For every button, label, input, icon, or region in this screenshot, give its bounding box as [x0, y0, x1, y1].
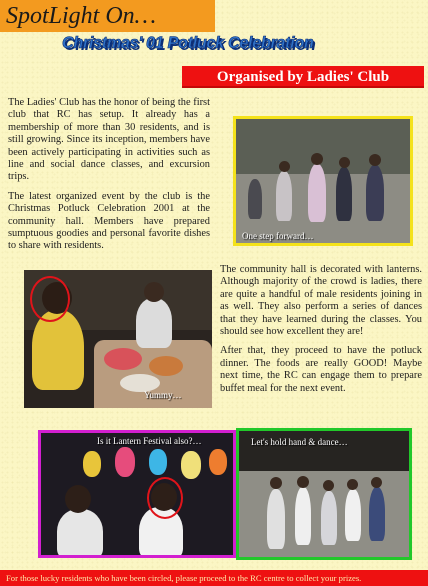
lantern-photo — [38, 430, 236, 558]
dancer-head — [323, 480, 334, 491]
dancer-figure — [295, 487, 311, 545]
dancer-head — [279, 161, 290, 172]
paragraph-event: The latest organized event by the club is the Christmas Potluck Celebration 2001 at the community hall. Members have prepared sumptuous goodies and personal favorite dishes to share with residents. — [8, 190, 210, 252]
event-title: Christmas' 01 Potluck Celebration — [62, 33, 314, 52]
intro-column — [8, 97, 210, 253]
hands-photo — [236, 428, 412, 560]
lantern-shape — [83, 451, 101, 477]
dance-photo — [233, 116, 413, 246]
dancer-head — [369, 154, 381, 166]
dancer-head — [270, 477, 282, 489]
dancer-figure — [276, 171, 292, 221]
dancer-figure — [267, 489, 285, 549]
lantern-shape — [149, 449, 167, 475]
dancer-figure — [336, 167, 352, 221]
guest-head — [144, 282, 164, 302]
dancer-figure — [248, 179, 262, 219]
guest-figure — [136, 298, 172, 348]
dancer-figure — [321, 491, 337, 545]
dancer-head — [311, 153, 323, 165]
food-caption: Yummy… — [144, 390, 182, 400]
prize-notice: For those lucky residents who have been circled, please proceed to the RC centre to collect your prizes. — [0, 570, 428, 586]
paragraph-hall: The community hall is decorated with lanterns. Although majority of the crowd is ladies, there are quite a handful of male residents joining in as well. They also perform a series of dances that they have learned during the classes. You should see how excellent they are! — [220, 264, 422, 338]
guest-head — [65, 485, 91, 513]
dancer-figure — [308, 164, 326, 222]
prize-circle — [30, 276, 70, 322]
lady-figure — [32, 310, 84, 390]
hall-column — [220, 264, 422, 395]
dancer-figure — [345, 489, 361, 541]
dancer-figure — [366, 165, 384, 221]
spotlight-header: SpotLight On… — [0, 0, 215, 32]
lantern-shape — [209, 449, 227, 475]
dancer-head — [371, 477, 382, 488]
guest-figure — [57, 509, 103, 558]
lantern-shape — [115, 447, 135, 477]
photo-wall — [236, 119, 410, 174]
dancer-head — [347, 479, 358, 490]
dance-caption: One step forward… — [242, 231, 314, 241]
organiser-banner: Organised by Ladies' Club — [182, 66, 424, 88]
paragraph-dinner: After that, they proceed to have the potluck dinner. The foods are really GOOD! Maybe next time, the RC can engage them to prepare buffet meal for the next event. — [220, 345, 422, 394]
prize-circle — [147, 477, 183, 519]
dancer-figure — [369, 487, 385, 541]
food-photo — [24, 270, 212, 408]
hands-caption: Let's hold hand & dance… — [251, 437, 348, 447]
lantern-caption: Is it Lantern Festival also?… — [97, 436, 202, 446]
food-dish — [104, 348, 142, 370]
dancer-head — [339, 157, 350, 168]
dancer-head — [297, 476, 309, 488]
food-dish — [149, 356, 183, 376]
paragraph-intro: The Ladies' Club has the honor of being the first club that RC has setup. It already has a membership of more than 30 residents, and is still growing. Since its inception, members have been actively participating in activities such as line and social dance classes, and excursion trips. — [8, 97, 210, 183]
lantern-shape — [181, 451, 201, 479]
